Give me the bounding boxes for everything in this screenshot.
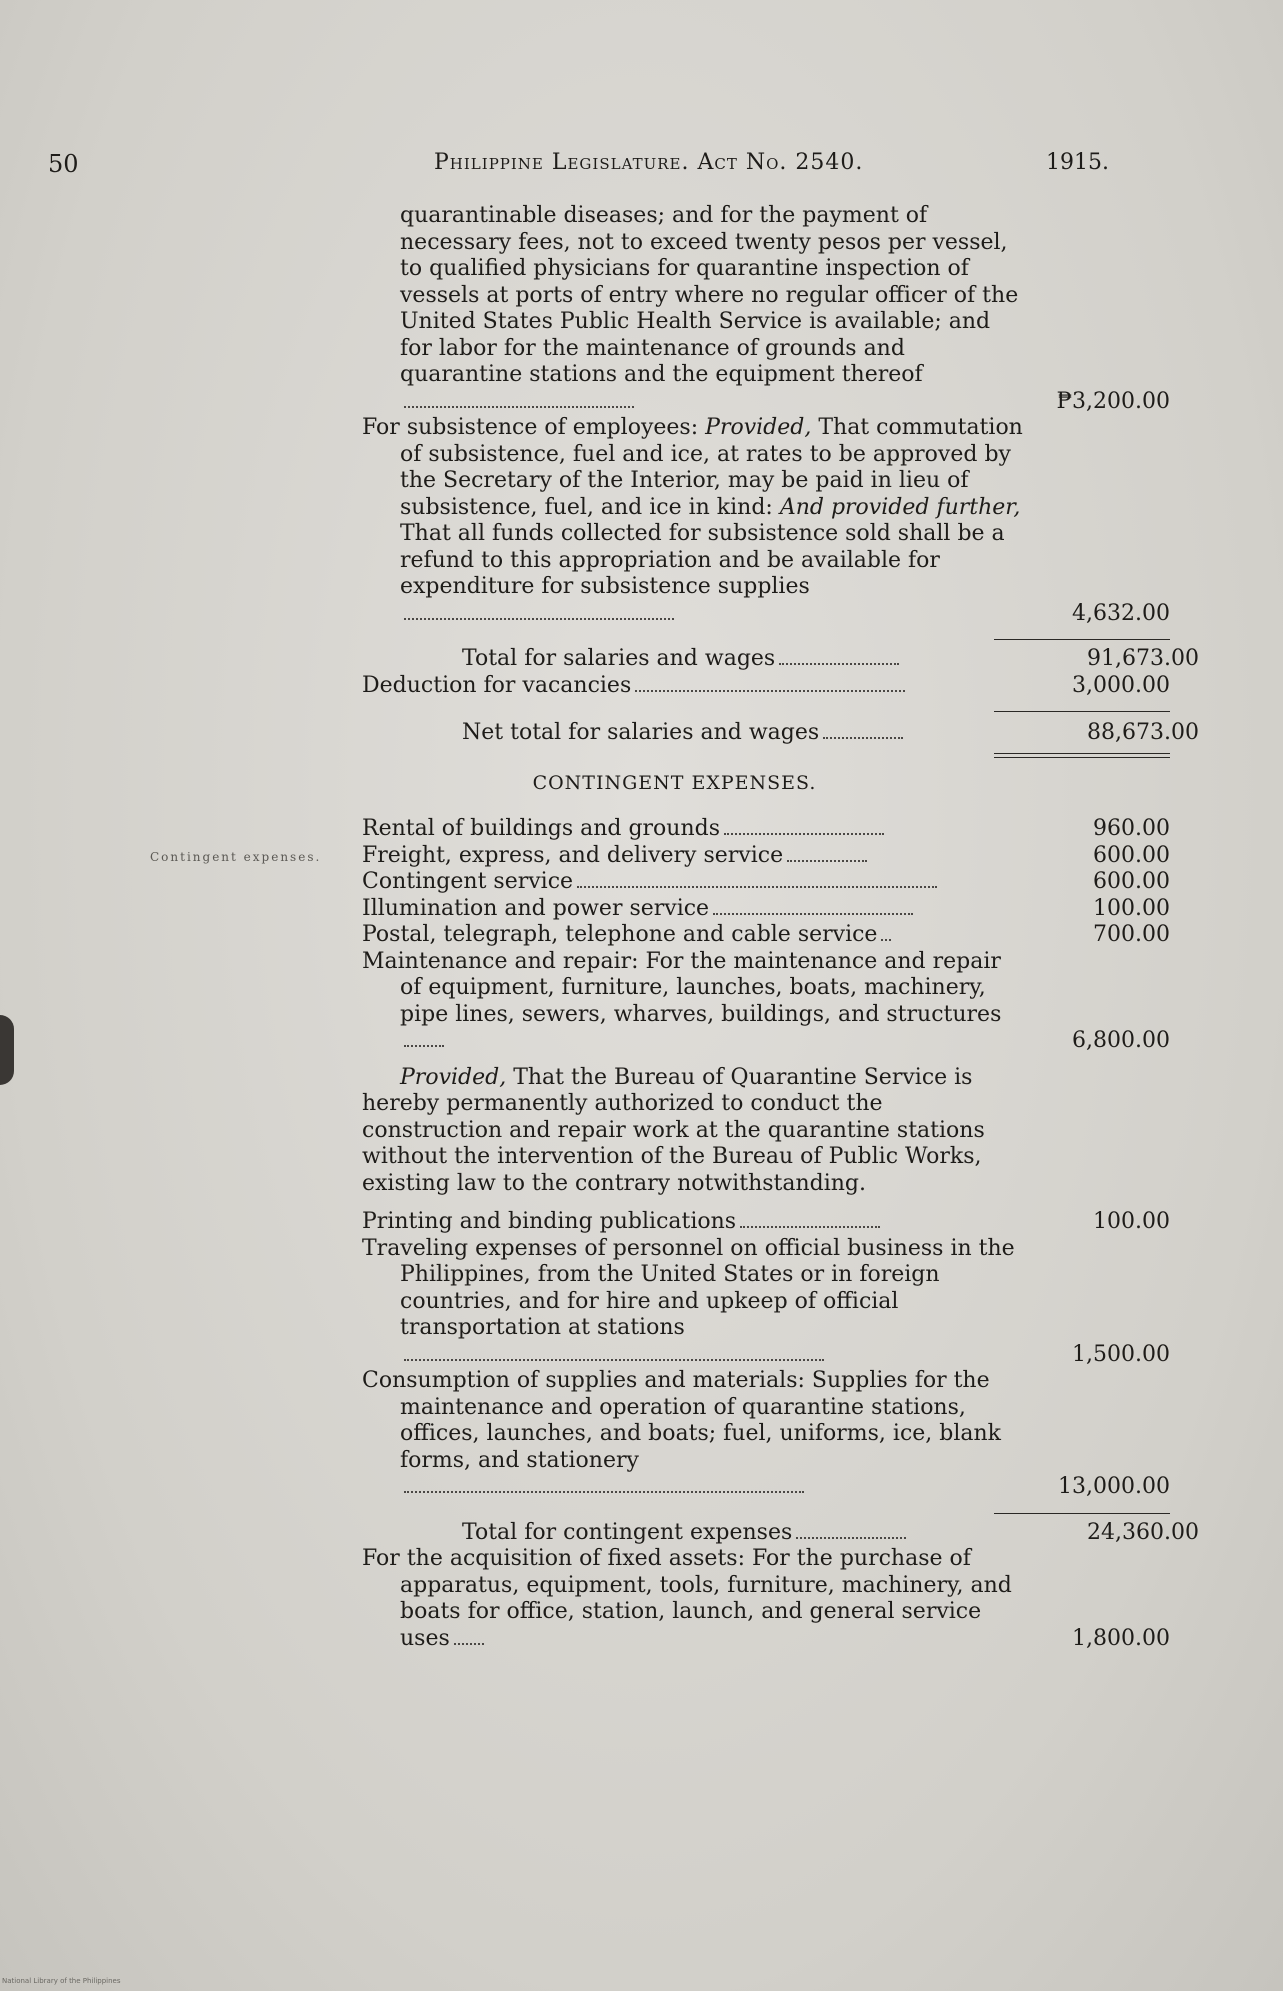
budget-item-rental xyxy=(362,816,1174,843)
leader-dots xyxy=(740,1226,880,1228)
leader-dots xyxy=(713,913,913,915)
item-label: Net total for salaries and wages xyxy=(362,720,1087,747)
section-heading: CONTINGENT EXPENSES. xyxy=(532,771,817,794)
page-number: 50 xyxy=(48,150,79,178)
item-amount: 1,800.00 xyxy=(1072,1625,1170,1651)
leader-dots xyxy=(404,1045,444,1047)
item-label: Postal, telegraph, telephone and cable service xyxy=(362,922,987,949)
item-amount: 100.00 xyxy=(1093,1209,1170,1234)
budget-item-illumination xyxy=(362,896,1174,923)
header-year: 1915. xyxy=(1046,150,1109,175)
budget-item-quarantine-fees xyxy=(362,203,1174,415)
sum-rule xyxy=(994,1513,1170,1514)
deduction-vacancies xyxy=(362,673,1174,700)
running-head: Philippine Legislature. Act No. 2540. xyxy=(434,150,864,175)
item-amount: 13,000.00 xyxy=(1058,1474,1170,1499)
item-amount: 4,632.00 xyxy=(1072,600,1170,626)
item-label: Total for salaries and wages xyxy=(362,646,1087,673)
item-label: Traveling expenses of personnel on official business in the Philippines, from the United States or in foreign countries, and for hire and upkeep of official transportation at stations xyxy=(362,1236,1025,1369)
net-total-salaries xyxy=(362,720,1199,747)
item-amount: 6,800.00 xyxy=(1072,1028,1170,1053)
item-label: Total for contingent expenses xyxy=(362,1520,1087,1547)
item-label: quarantinable diseases; and for the payment of necessary fees, not to exceed twenty pesos per vessel, to qualified physicians for quarantine inspection of vessels at ports of entry where no regular officer of the United States Public Health Service is available; and for labor for the maintenance of grounds and quarantine stations and the equipment thereof xyxy=(362,203,1025,415)
item-label: For subsistence of employees: Provided, That commutation of subsistence, fuel and ice, at rates to be approved by the Secretary of the Interior, may be paid in lieu of subsistence, fuel, and ice in kind: And provided further, That all funds collected for subsistence sold shall be a refund to this appropriation and be available for expenditure for subsistence supplies xyxy=(362,415,1025,627)
item-amount: 24,360.00 xyxy=(1087,1519,1199,1545)
budget-item-freight xyxy=(362,843,1174,870)
leader-dots xyxy=(881,939,891,941)
item-amount: 100.00 xyxy=(1093,895,1170,921)
item-label: Printing and binding publications xyxy=(362,1209,987,1236)
sum-rule xyxy=(994,711,1170,712)
leader-dots xyxy=(823,737,903,739)
main-column xyxy=(362,203,1199,1652)
item-label: Illumination and power service xyxy=(362,896,987,923)
page-header xyxy=(0,150,1283,186)
item-label: Rental of buildings and grounds xyxy=(362,816,987,843)
proviso-paragraph: Provided, That the Bureau of Quarantine Service is hereby permanently authorized to conduct the construction and repair work at the quarantine stations without the intervention of the Bureau of Public Works, existing law to the contrary notwithstanding. xyxy=(362,1064,985,1196)
item-amount: 1,500.00 xyxy=(1072,1341,1170,1367)
leader-dots xyxy=(635,690,905,692)
item-label: Consumption of supplies and materials: Supplies for the maintenance and operation of quarantine stations, offices, launches, and boats; fuel, uniforms, ice, blank forms, and stationery xyxy=(362,1368,1025,1501)
budget-item-traveling xyxy=(362,1236,1174,1369)
item-amount: 960.00 xyxy=(1093,816,1170,841)
leader-dots xyxy=(454,1643,484,1645)
budget-item-subsistence xyxy=(362,415,1174,627)
scan-footer: National Library of the Philippines xyxy=(2,1977,121,1985)
leader-dots xyxy=(787,860,867,862)
item-label: Deduction for vacancies xyxy=(362,673,987,700)
leader-dots xyxy=(724,833,884,835)
leader-dots xyxy=(779,663,899,665)
item-amount: 600.00 xyxy=(1093,842,1170,868)
sum-rule xyxy=(994,639,1170,640)
leader-dots xyxy=(404,1491,804,1493)
total-salaries xyxy=(362,646,1199,673)
budget-item-fixed-assets xyxy=(362,1546,1174,1652)
leader-dots xyxy=(404,618,674,620)
item-amount: 91,673.00 xyxy=(1087,646,1199,671)
leader-dots xyxy=(577,886,937,888)
budget-item-printing xyxy=(362,1209,1174,1236)
budget-item-supplies xyxy=(362,1368,1174,1501)
margin-note: Contingent expenses. xyxy=(150,850,322,864)
item-label: Freight, express, and delivery service xyxy=(362,843,987,870)
item-amount: 600.00 xyxy=(1093,869,1170,894)
item-label: For the acquisition of fixed assets: For the purchase of apparatus, equipment, tools, furniture, machinery, and boats for office, station, launch, and general service uses xyxy=(362,1546,1012,1651)
leader-dots xyxy=(796,1537,906,1539)
budget-item-contingent-service xyxy=(362,869,1174,896)
item-amount: 3,000.00 xyxy=(1072,672,1170,698)
leader-dots xyxy=(404,406,634,408)
budget-item-postal xyxy=(362,922,1174,949)
item-label: Maintenance and repair: For the maintenance and repair of equipment, furniture, launches, boats, machinery, pipe lines, sewers, wharves, buildings, and structures xyxy=(362,949,1025,1055)
scan-edge-mark xyxy=(0,1015,14,1085)
total-contingent xyxy=(362,1519,1199,1547)
budget-item-maintenance xyxy=(362,949,1174,1055)
item-amount: ₱3,200.00 xyxy=(1056,388,1170,414)
double-rule xyxy=(994,753,1170,758)
item-amount: 700.00 xyxy=(1093,922,1170,947)
item-amount: 88,673.00 xyxy=(1087,720,1199,745)
leader-dots xyxy=(404,1359,824,1361)
item-label: Contingent service xyxy=(362,869,987,896)
